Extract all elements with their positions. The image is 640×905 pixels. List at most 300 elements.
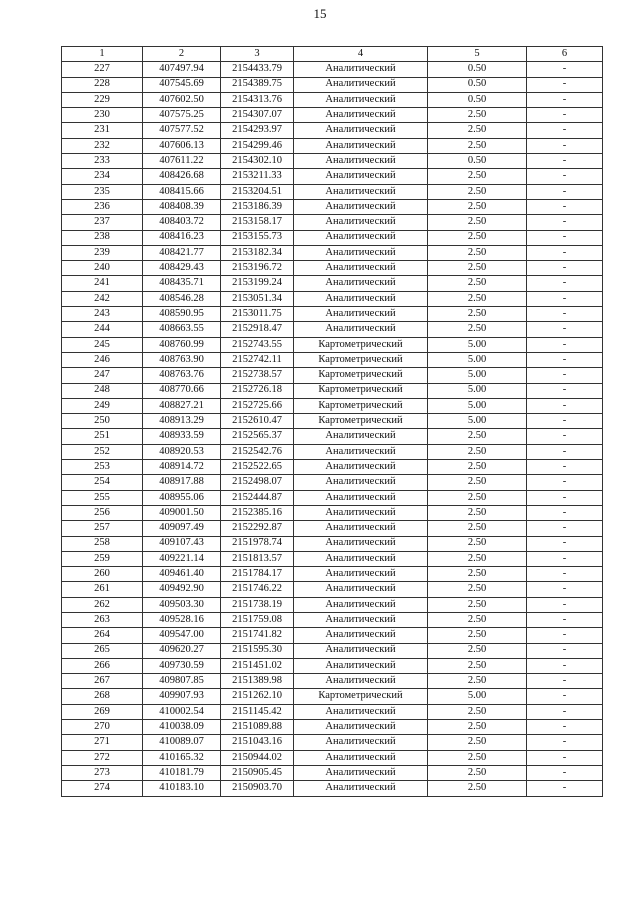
table-row — [62, 429, 603, 444]
x-coordinate-cell: 407497.94 — [143, 62, 221, 77]
y-coordinate-cell: 2154299.46 — [221, 138, 294, 153]
note-cell: - — [527, 536, 603, 551]
x-coordinate-cell: 408429.43 — [143, 261, 221, 276]
table-row — [62, 750, 603, 765]
method-cell: Аналитический — [294, 123, 428, 138]
method-cell: Аналитический — [294, 77, 428, 92]
accuracy-cell: 2.50 — [428, 169, 527, 184]
method-cell: Аналитический — [294, 536, 428, 551]
x-coordinate-cell: 410089.07 — [143, 735, 221, 750]
x-coordinate-cell: 407606.13 — [143, 138, 221, 153]
table-row — [62, 460, 603, 475]
method-cell: Аналитический — [294, 322, 428, 337]
point-number-cell: 269 — [62, 704, 143, 719]
point-number-cell: 237 — [62, 215, 143, 230]
table-row — [62, 674, 603, 689]
x-coordinate-cell: 409503.30 — [143, 597, 221, 612]
point-number-cell: 263 — [62, 612, 143, 627]
accuracy-cell: 2.50 — [428, 291, 527, 306]
method-cell: Картометрический — [294, 383, 428, 398]
method-cell: Аналитический — [294, 276, 428, 291]
table-row — [62, 781, 603, 796]
table-row — [62, 383, 603, 398]
point-number-cell: 258 — [62, 536, 143, 551]
x-coordinate-cell: 408416.23 — [143, 230, 221, 245]
x-coordinate-cell: 410181.79 — [143, 765, 221, 780]
point-number-cell: 259 — [62, 551, 143, 566]
accuracy-cell: 2.50 — [428, 735, 527, 750]
accuracy-cell: 2.50 — [428, 184, 527, 199]
table-row — [62, 138, 603, 153]
x-coordinate-cell: 410183.10 — [143, 781, 221, 796]
x-coordinate-cell: 408403.72 — [143, 215, 221, 230]
accuracy-cell: 2.50 — [428, 199, 527, 214]
accuracy-cell: 2.50 — [428, 123, 527, 138]
y-coordinate-cell: 2154313.76 — [221, 92, 294, 107]
table-row — [62, 307, 603, 322]
x-coordinate-cell: 407602.50 — [143, 92, 221, 107]
x-coordinate-cell: 409807.85 — [143, 674, 221, 689]
accuracy-cell: 2.50 — [428, 551, 527, 566]
y-coordinate-cell: 2153186.39 — [221, 199, 294, 214]
note-cell: - — [527, 62, 603, 77]
method-cell: Аналитический — [294, 199, 428, 214]
method-cell: Аналитический — [294, 429, 428, 444]
note-cell: - — [527, 505, 603, 520]
note-cell: - — [527, 154, 603, 169]
y-coordinate-cell: 2154293.97 — [221, 123, 294, 138]
point-number-cell: 244 — [62, 322, 143, 337]
note-cell: - — [527, 368, 603, 383]
y-coordinate-cell: 2153199.24 — [221, 276, 294, 291]
table-row — [62, 92, 603, 107]
x-coordinate-cell: 409907.93 — [143, 689, 221, 704]
accuracy-cell: 2.50 — [428, 138, 527, 153]
y-coordinate-cell: 2150903.70 — [221, 781, 294, 796]
x-coordinate-cell: 408408.39 — [143, 199, 221, 214]
y-coordinate-cell: 2152542.76 — [221, 444, 294, 459]
x-coordinate-cell: 408917.88 — [143, 475, 221, 490]
method-cell: Аналитический — [294, 230, 428, 245]
x-coordinate-cell: 408426.68 — [143, 169, 221, 184]
note-cell: - — [527, 475, 603, 490]
point-number-cell: 248 — [62, 383, 143, 398]
y-coordinate-cell: 2152610.47 — [221, 414, 294, 429]
x-coordinate-cell: 408546.28 — [143, 291, 221, 306]
accuracy-cell: 5.00 — [428, 337, 527, 352]
table-row — [62, 582, 603, 597]
note-cell: - — [527, 689, 603, 704]
y-coordinate-cell: 2151759.08 — [221, 612, 294, 627]
method-cell: Аналитический — [294, 108, 428, 123]
table-row — [62, 291, 603, 306]
note-cell: - — [527, 521, 603, 536]
y-coordinate-cell: 2152738.57 — [221, 368, 294, 383]
accuracy-cell: 0.50 — [428, 62, 527, 77]
table-row — [62, 567, 603, 582]
y-coordinate-cell: 2150944.02 — [221, 750, 294, 765]
note-cell: - — [527, 704, 603, 719]
point-number-cell: 254 — [62, 475, 143, 490]
table-row — [62, 230, 603, 245]
x-coordinate-cell: 409461.40 — [143, 567, 221, 582]
point-number-cell: 239 — [62, 245, 143, 260]
note-cell: - — [527, 612, 603, 627]
y-coordinate-cell: 2153155.73 — [221, 230, 294, 245]
point-number-cell: 231 — [62, 123, 143, 138]
header-row — [62, 47, 603, 62]
method-cell: Картометрический — [294, 352, 428, 367]
table-row — [62, 505, 603, 520]
table-row — [62, 261, 603, 276]
note-cell: - — [527, 658, 603, 673]
table-row — [62, 215, 603, 230]
note-cell: - — [527, 169, 603, 184]
method-cell: Аналитический — [294, 215, 428, 230]
note-cell: - — [527, 582, 603, 597]
table-row — [62, 720, 603, 735]
x-coordinate-cell: 408760.99 — [143, 337, 221, 352]
note-cell: - — [527, 123, 603, 138]
note-cell: - — [527, 307, 603, 322]
accuracy-cell: 2.50 — [428, 643, 527, 658]
x-coordinate-cell: 408663.55 — [143, 322, 221, 337]
point-number-cell: 229 — [62, 92, 143, 107]
point-number-cell: 262 — [62, 597, 143, 612]
x-coordinate-cell: 408913.29 — [143, 414, 221, 429]
point-number-cell: 270 — [62, 720, 143, 735]
y-coordinate-cell: 2154307.07 — [221, 108, 294, 123]
x-coordinate-cell: 408955.06 — [143, 490, 221, 505]
note-cell: - — [527, 230, 603, 245]
point-number-cell: 260 — [62, 567, 143, 582]
accuracy-cell: 2.50 — [428, 704, 527, 719]
y-coordinate-cell: 2150905.45 — [221, 765, 294, 780]
point-number-cell: 256 — [62, 505, 143, 520]
table-row — [62, 245, 603, 260]
accuracy-cell: 2.50 — [428, 674, 527, 689]
column-header: 5 — [428, 47, 527, 62]
note-cell: - — [527, 77, 603, 92]
point-number-cell: 238 — [62, 230, 143, 245]
accuracy-cell: 2.50 — [428, 765, 527, 780]
y-coordinate-cell: 2152444.87 — [221, 490, 294, 505]
accuracy-cell: 2.50 — [428, 781, 527, 796]
note-cell: - — [527, 720, 603, 735]
table-row — [62, 62, 603, 77]
y-coordinate-cell: 2153196.72 — [221, 261, 294, 276]
accuracy-cell: 5.00 — [428, 414, 527, 429]
point-number-cell: 243 — [62, 307, 143, 322]
y-coordinate-cell: 2151746.22 — [221, 582, 294, 597]
accuracy-cell: 0.50 — [428, 77, 527, 92]
point-number-cell: 252 — [62, 444, 143, 459]
note-cell: - — [527, 261, 603, 276]
table-row — [62, 337, 603, 352]
point-number-cell: 267 — [62, 674, 143, 689]
point-number-cell: 265 — [62, 643, 143, 658]
point-number-cell: 253 — [62, 460, 143, 475]
method-cell: Аналитический — [294, 460, 428, 475]
method-cell: Аналитический — [294, 612, 428, 627]
method-cell: Аналитический — [294, 245, 428, 260]
accuracy-cell: 2.50 — [428, 230, 527, 245]
accuracy-cell: 5.00 — [428, 398, 527, 413]
accuracy-cell: 2.50 — [428, 475, 527, 490]
x-coordinate-cell: 408763.90 — [143, 352, 221, 367]
note-cell: - — [527, 597, 603, 612]
note-cell: - — [527, 245, 603, 260]
method-cell: Аналитический — [294, 720, 428, 735]
point-number-cell: 246 — [62, 352, 143, 367]
point-number-cell: 235 — [62, 184, 143, 199]
x-coordinate-cell: 409730.59 — [143, 658, 221, 673]
method-cell: Аналитический — [294, 444, 428, 459]
method-cell: Аналитический — [294, 521, 428, 536]
accuracy-cell: 2.50 — [428, 307, 527, 322]
table-row — [62, 490, 603, 505]
point-number-cell: 234 — [62, 169, 143, 184]
method-cell: Аналитический — [294, 704, 428, 719]
y-coordinate-cell: 2154389.75 — [221, 77, 294, 92]
y-coordinate-cell: 2153204.51 — [221, 184, 294, 199]
point-number-cell: 261 — [62, 582, 143, 597]
table-row — [62, 643, 603, 658]
accuracy-cell: 2.50 — [428, 612, 527, 627]
accuracy-cell: 2.50 — [428, 536, 527, 551]
table-row — [62, 444, 603, 459]
note-cell: - — [527, 429, 603, 444]
y-coordinate-cell: 2151043.16 — [221, 735, 294, 750]
method-cell: Картометрический — [294, 337, 428, 352]
x-coordinate-cell: 408914.72 — [143, 460, 221, 475]
table-header — [62, 47, 603, 62]
method-cell: Картометрический — [294, 368, 428, 383]
point-number-cell: 232 — [62, 138, 143, 153]
note-cell: - — [527, 765, 603, 780]
accuracy-cell: 0.50 — [428, 92, 527, 107]
table-row — [62, 123, 603, 138]
accuracy-cell: 0.50 — [428, 154, 527, 169]
accuracy-cell: 2.50 — [428, 460, 527, 475]
point-number-cell: 271 — [62, 735, 143, 750]
method-cell: Аналитический — [294, 62, 428, 77]
accuracy-cell: 2.50 — [428, 215, 527, 230]
note-cell: - — [527, 138, 603, 153]
accuracy-cell: 2.50 — [428, 429, 527, 444]
point-number-cell: 227 — [62, 62, 143, 77]
method-cell: Картометрический — [294, 398, 428, 413]
table-row — [62, 689, 603, 704]
method-cell: Аналитический — [294, 628, 428, 643]
method-cell: Аналитический — [294, 551, 428, 566]
column-header: 6 — [527, 47, 603, 62]
method-cell: Аналитический — [294, 567, 428, 582]
x-coordinate-cell: 410165.32 — [143, 750, 221, 765]
note-cell: - — [527, 322, 603, 337]
y-coordinate-cell: 2151389.98 — [221, 674, 294, 689]
note-cell: - — [527, 444, 603, 459]
method-cell: Аналитический — [294, 291, 428, 306]
x-coordinate-cell: 409221.14 — [143, 551, 221, 566]
method-cell: Аналитический — [294, 307, 428, 322]
table-row — [62, 704, 603, 719]
y-coordinate-cell: 2152918.47 — [221, 322, 294, 337]
point-number-cell: 240 — [62, 261, 143, 276]
table-body — [62, 62, 603, 796]
y-coordinate-cell: 2151089.88 — [221, 720, 294, 735]
y-coordinate-cell: 2151595.30 — [221, 643, 294, 658]
table-row — [62, 184, 603, 199]
accuracy-cell: 2.50 — [428, 628, 527, 643]
y-coordinate-cell: 2153182.34 — [221, 245, 294, 260]
x-coordinate-cell: 407611.22 — [143, 154, 221, 169]
accuracy-cell: 2.50 — [428, 261, 527, 276]
x-coordinate-cell: 407545.69 — [143, 77, 221, 92]
accuracy-cell: 2.50 — [428, 490, 527, 505]
y-coordinate-cell: 2151741.82 — [221, 628, 294, 643]
table-row — [62, 612, 603, 627]
note-cell: - — [527, 398, 603, 413]
point-number-cell: 250 — [62, 414, 143, 429]
accuracy-cell: 2.50 — [428, 505, 527, 520]
accuracy-cell: 5.00 — [428, 352, 527, 367]
x-coordinate-cell: 407577.52 — [143, 123, 221, 138]
note-cell: - — [527, 291, 603, 306]
note-cell: - — [527, 674, 603, 689]
y-coordinate-cell: 2152498.07 — [221, 475, 294, 490]
note-cell: - — [527, 383, 603, 398]
method-cell: Аналитический — [294, 475, 428, 490]
method-cell: Аналитический — [294, 597, 428, 612]
y-coordinate-cell: 2154302.10 — [221, 154, 294, 169]
table-row — [62, 352, 603, 367]
note-cell: - — [527, 184, 603, 199]
method-cell: Аналитический — [294, 658, 428, 673]
method-cell: Аналитический — [294, 261, 428, 276]
x-coordinate-cell: 407575.25 — [143, 108, 221, 123]
note-cell: - — [527, 567, 603, 582]
point-number-cell: 272 — [62, 750, 143, 765]
y-coordinate-cell: 2152725.66 — [221, 398, 294, 413]
x-coordinate-cell: 408770.66 — [143, 383, 221, 398]
x-coordinate-cell: 409528.16 — [143, 612, 221, 627]
table-row — [62, 521, 603, 536]
note-cell: - — [527, 643, 603, 658]
y-coordinate-cell: 2152726.18 — [221, 383, 294, 398]
table-row — [62, 475, 603, 490]
table-row — [62, 77, 603, 92]
y-coordinate-cell: 2151451.02 — [221, 658, 294, 673]
table-row — [62, 199, 603, 214]
method-cell: Аналитический — [294, 92, 428, 107]
point-number-cell: 249 — [62, 398, 143, 413]
point-number-cell: 228 — [62, 77, 143, 92]
method-cell: Аналитический — [294, 582, 428, 597]
note-cell: - — [527, 337, 603, 352]
point-number-cell: 266 — [62, 658, 143, 673]
point-number-cell: 242 — [62, 291, 143, 306]
x-coordinate-cell: 409492.90 — [143, 582, 221, 597]
point-number-cell: 233 — [62, 154, 143, 169]
point-number-cell: 268 — [62, 689, 143, 704]
table-row — [62, 398, 603, 413]
table-row — [62, 368, 603, 383]
accuracy-cell: 2.50 — [428, 444, 527, 459]
table-row — [62, 414, 603, 429]
column-header: 1 — [62, 47, 143, 62]
coordinates-table — [61, 46, 603, 797]
method-cell: Картометрический — [294, 689, 428, 704]
y-coordinate-cell: 2151145.42 — [221, 704, 294, 719]
note-cell: - — [527, 92, 603, 107]
table-row — [62, 551, 603, 566]
y-coordinate-cell: 2151813.57 — [221, 551, 294, 566]
x-coordinate-cell: 410038.09 — [143, 720, 221, 735]
accuracy-cell: 5.00 — [428, 383, 527, 398]
accuracy-cell: 2.50 — [428, 582, 527, 597]
accuracy-cell: 2.50 — [428, 245, 527, 260]
y-coordinate-cell: 2151738.19 — [221, 597, 294, 612]
accuracy-cell: 2.50 — [428, 597, 527, 612]
point-number-cell: 247 — [62, 368, 143, 383]
note-cell: - — [527, 490, 603, 505]
accuracy-cell: 2.50 — [428, 521, 527, 536]
method-cell: Аналитический — [294, 781, 428, 796]
table-row — [62, 735, 603, 750]
accuracy-cell: 2.50 — [428, 658, 527, 673]
x-coordinate-cell: 409097.49 — [143, 521, 221, 536]
note-cell: - — [527, 628, 603, 643]
accuracy-cell: 5.00 — [428, 689, 527, 704]
column-header: 2 — [143, 47, 221, 62]
x-coordinate-cell: 408590.95 — [143, 307, 221, 322]
note-cell: - — [527, 551, 603, 566]
accuracy-cell: 2.50 — [428, 276, 527, 291]
method-cell: Аналитический — [294, 138, 428, 153]
column-header: 3 — [221, 47, 294, 62]
y-coordinate-cell: 2152742.11 — [221, 352, 294, 367]
note-cell: - — [527, 414, 603, 429]
x-coordinate-cell: 408421.77 — [143, 245, 221, 260]
method-cell: Аналитический — [294, 154, 428, 169]
table-row — [62, 658, 603, 673]
table-row — [62, 154, 603, 169]
table-row — [62, 169, 603, 184]
point-number-cell: 255 — [62, 490, 143, 505]
note-cell: - — [527, 276, 603, 291]
point-number-cell: 274 — [62, 781, 143, 796]
accuracy-cell: 2.50 — [428, 567, 527, 582]
table-row — [62, 765, 603, 780]
note-cell: - — [527, 781, 603, 796]
point-number-cell: 264 — [62, 628, 143, 643]
y-coordinate-cell: 2152565.37 — [221, 429, 294, 444]
column-header: 4 — [294, 47, 428, 62]
y-coordinate-cell: 2153051.34 — [221, 291, 294, 306]
y-coordinate-cell: 2154433.79 — [221, 62, 294, 77]
accuracy-cell: 2.50 — [428, 720, 527, 735]
x-coordinate-cell: 410002.54 — [143, 704, 221, 719]
page-number: 15 — [313, 6, 327, 21]
point-number-cell: 273 — [62, 765, 143, 780]
y-coordinate-cell: 2151262.10 — [221, 689, 294, 704]
point-number-cell: 236 — [62, 199, 143, 214]
note-cell: - — [527, 352, 603, 367]
point-number-cell: 230 — [62, 108, 143, 123]
point-number-cell: 245 — [62, 337, 143, 352]
y-coordinate-cell: 2152385.16 — [221, 505, 294, 520]
